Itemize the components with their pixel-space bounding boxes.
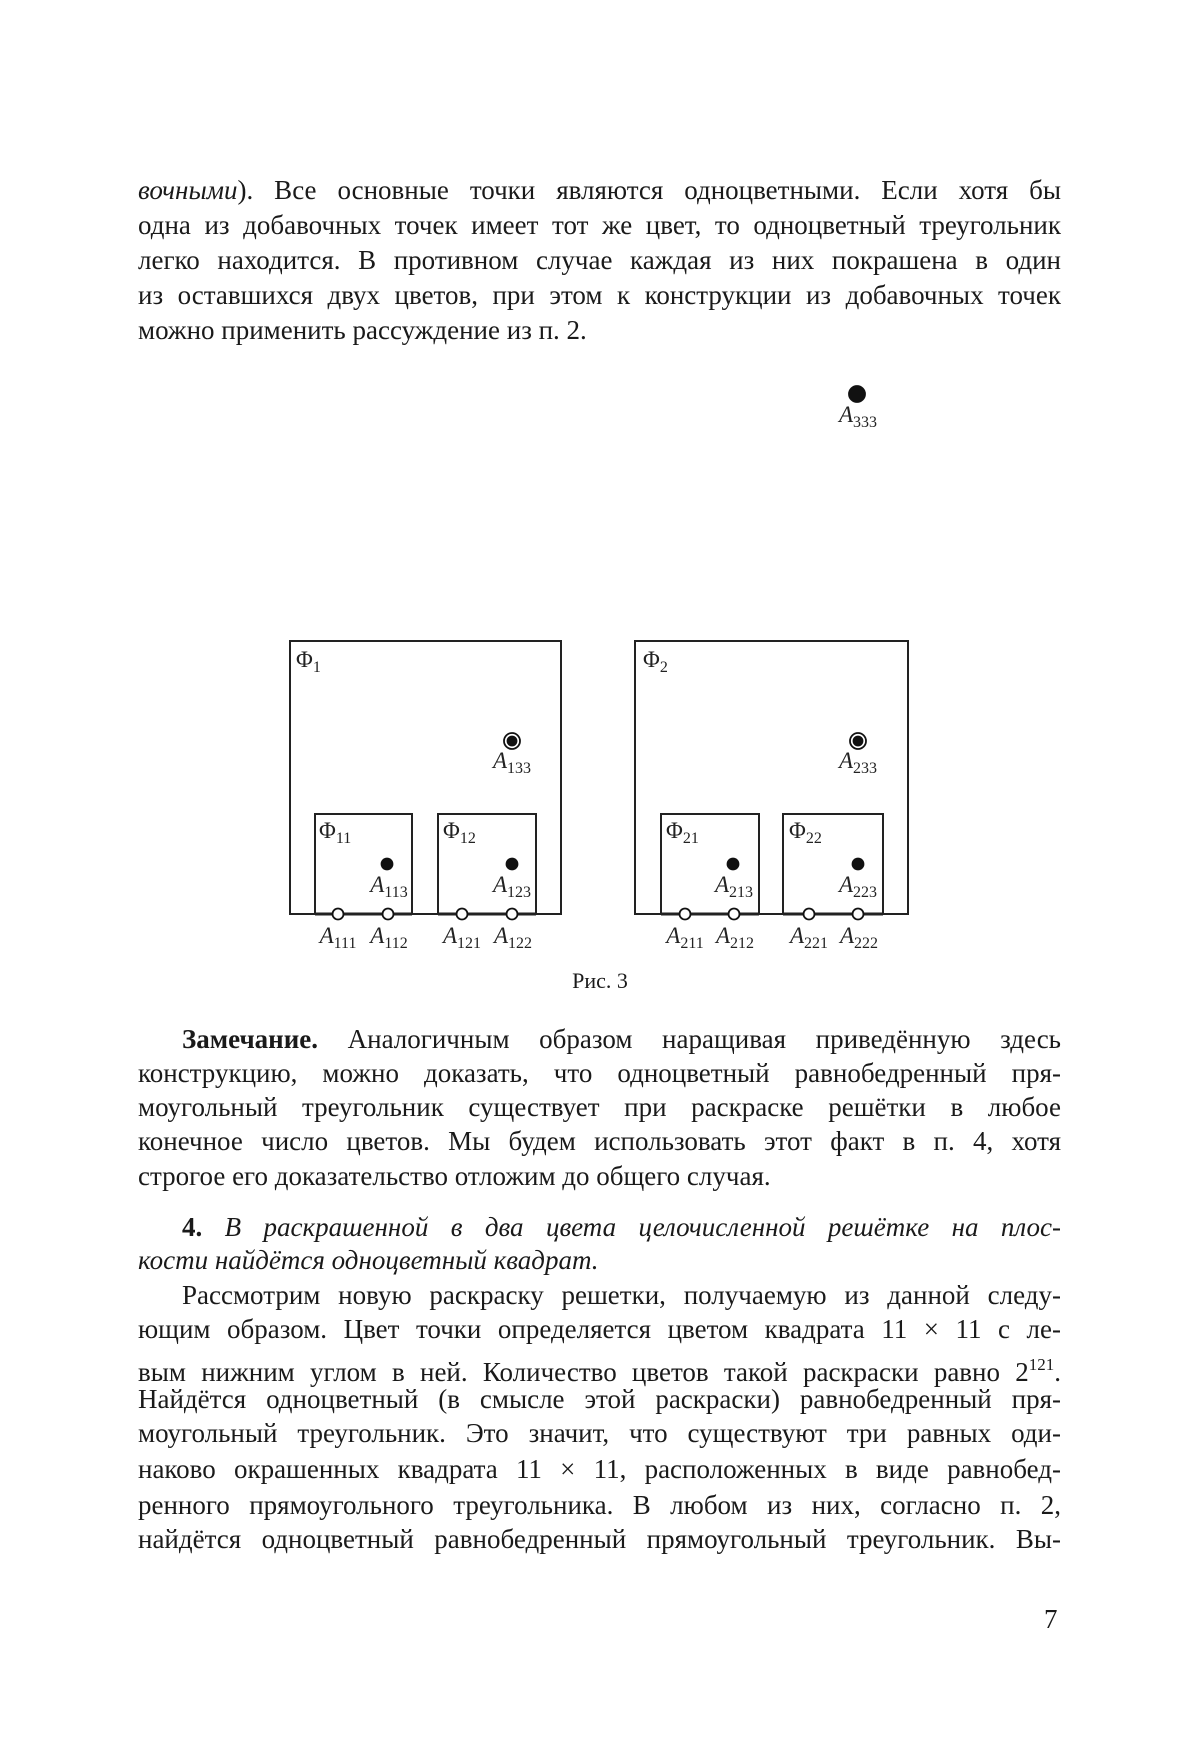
- point-333-marker: [849, 386, 865, 402]
- point-133-marker: [508, 737, 517, 746]
- region-label-phi-11: Φ11: [319, 818, 351, 847]
- region-label-phi-21: Φ21: [666, 818, 699, 847]
- italic-text: кости найдётся одноцветный квадрат.: [138, 1245, 599, 1275]
- region-label-phi-22: Φ22: [789, 818, 822, 847]
- text-segment: .: [1054, 1357, 1061, 1387]
- italic-text: вочными: [138, 175, 237, 205]
- region-phi-1-box: [290, 641, 561, 914]
- text-segment: ренного прямоугольного треугольника. В любом из них, согласно п. 2,: [138, 1490, 1061, 1520]
- point-label-a123: A123: [491, 872, 531, 901]
- text-segment: из оставшихся двух цветов, при этом к конструкции из добавочных точек: [138, 280, 1061, 310]
- region-phi-2-box: [635, 641, 908, 914]
- text-segment: вым нижним углом в ней. Количество цветов такой раскраски равно 2: [138, 1357, 1029, 1387]
- point-label-a133: A133: [491, 748, 531, 777]
- region-label-phi-12: Φ12: [443, 818, 476, 847]
- point-233-marker: [854, 737, 863, 746]
- point-label-a233: A233: [837, 748, 877, 777]
- point-label-a113: A113: [368, 872, 407, 901]
- bold-text: 4.: [182, 1212, 202, 1242]
- point-211-marker: [680, 909, 691, 920]
- bold-text: Замечание.: [182, 1024, 318, 1054]
- text-segment: можно применить рассуждение из п. 2.: [138, 315, 587, 345]
- italic-text: В раскрашенной в два цвета целочисленной решётке на плос-: [202, 1212, 1061, 1242]
- point-122-marker: [507, 909, 518, 920]
- point-label-a223: A223: [837, 872, 877, 901]
- region-label-phi-1: Φ1: [296, 647, 321, 676]
- point-label-a222: A222: [838, 923, 878, 952]
- figure-caption: Рис. 3: [0, 968, 1200, 994]
- superscript: 121: [1029, 1355, 1055, 1374]
- page-number: 7: [1044, 1604, 1058, 1635]
- region-label-phi-2: Φ2: [643, 647, 668, 676]
- point-213-marker: [728, 859, 739, 870]
- point-label-a213: A213: [713, 872, 753, 901]
- text-segment: найдётся одноцветный равнобедренный прямоугольный треугольник. Вы-: [138, 1524, 1061, 1554]
- text-segment: конечное число цветов. Мы будем использовать этот факт в п. 4, хотя: [138, 1126, 1061, 1156]
- point-113-marker: [382, 859, 393, 870]
- text-segment: наково окрашенных квадрата 11 × 11, расположенных в виде равнобед-: [138, 1454, 1061, 1484]
- text-segment: ). Все основные точки являются одноцветными. Если хотя бы: [237, 175, 1061, 205]
- point-112-marker: [383, 909, 394, 920]
- point-label-a221: A221: [788, 923, 828, 952]
- text-segment: Найдётся одноцветный (в смысле этой раскраски) равнобедренный пря-: [138, 1384, 1061, 1414]
- point-label-a111: A111: [318, 923, 357, 952]
- point-223-marker: [853, 859, 864, 870]
- text-segment: моугольный треугольник существует при раскраске решётки в любое: [138, 1092, 1061, 1122]
- point-label-a211: A211: [664, 923, 703, 952]
- point-212-marker: [729, 909, 740, 920]
- point-label-a333: A333: [837, 402, 877, 431]
- text-segment: строгое его доказательство отложим до общего случая.: [138, 1161, 771, 1191]
- point-label-a121: A121: [441, 923, 481, 952]
- text-segment: Аналогичным образом наращивая приведённую здесь: [318, 1024, 1061, 1054]
- point-121-marker: [457, 909, 468, 920]
- point-111-marker: [333, 909, 344, 920]
- text-segment: одна из добавочных точек имеет тот же цвет, то одноцветный треугольник: [138, 210, 1061, 240]
- point-label-a112: A112: [368, 923, 407, 952]
- text-segment: моугольный треугольник. Это значит, что существуют три равных оди-: [138, 1418, 1061, 1448]
- figure-3: [0, 0, 1200, 1739]
- point-221-marker: [804, 909, 815, 920]
- text-segment: конструкцию, можно доказать, что одноцветный равнобедренный пря-: [138, 1058, 1061, 1088]
- text-segment: легко находится. В противном случае каждая из них покрашена в один: [138, 245, 1061, 275]
- point-222-marker: [853, 909, 864, 920]
- point-label-a212: A212: [714, 923, 754, 952]
- text-segment: ющим образом. Цвет точки определяется цветом квадрата 11 × 11 с ле-: [138, 1314, 1061, 1344]
- point-123-marker: [507, 859, 518, 870]
- text-segment: Рассмотрим новую раскраску решетки, получаемую из данной следу-: [182, 1280, 1061, 1310]
- point-label-a122: A122: [492, 923, 532, 952]
